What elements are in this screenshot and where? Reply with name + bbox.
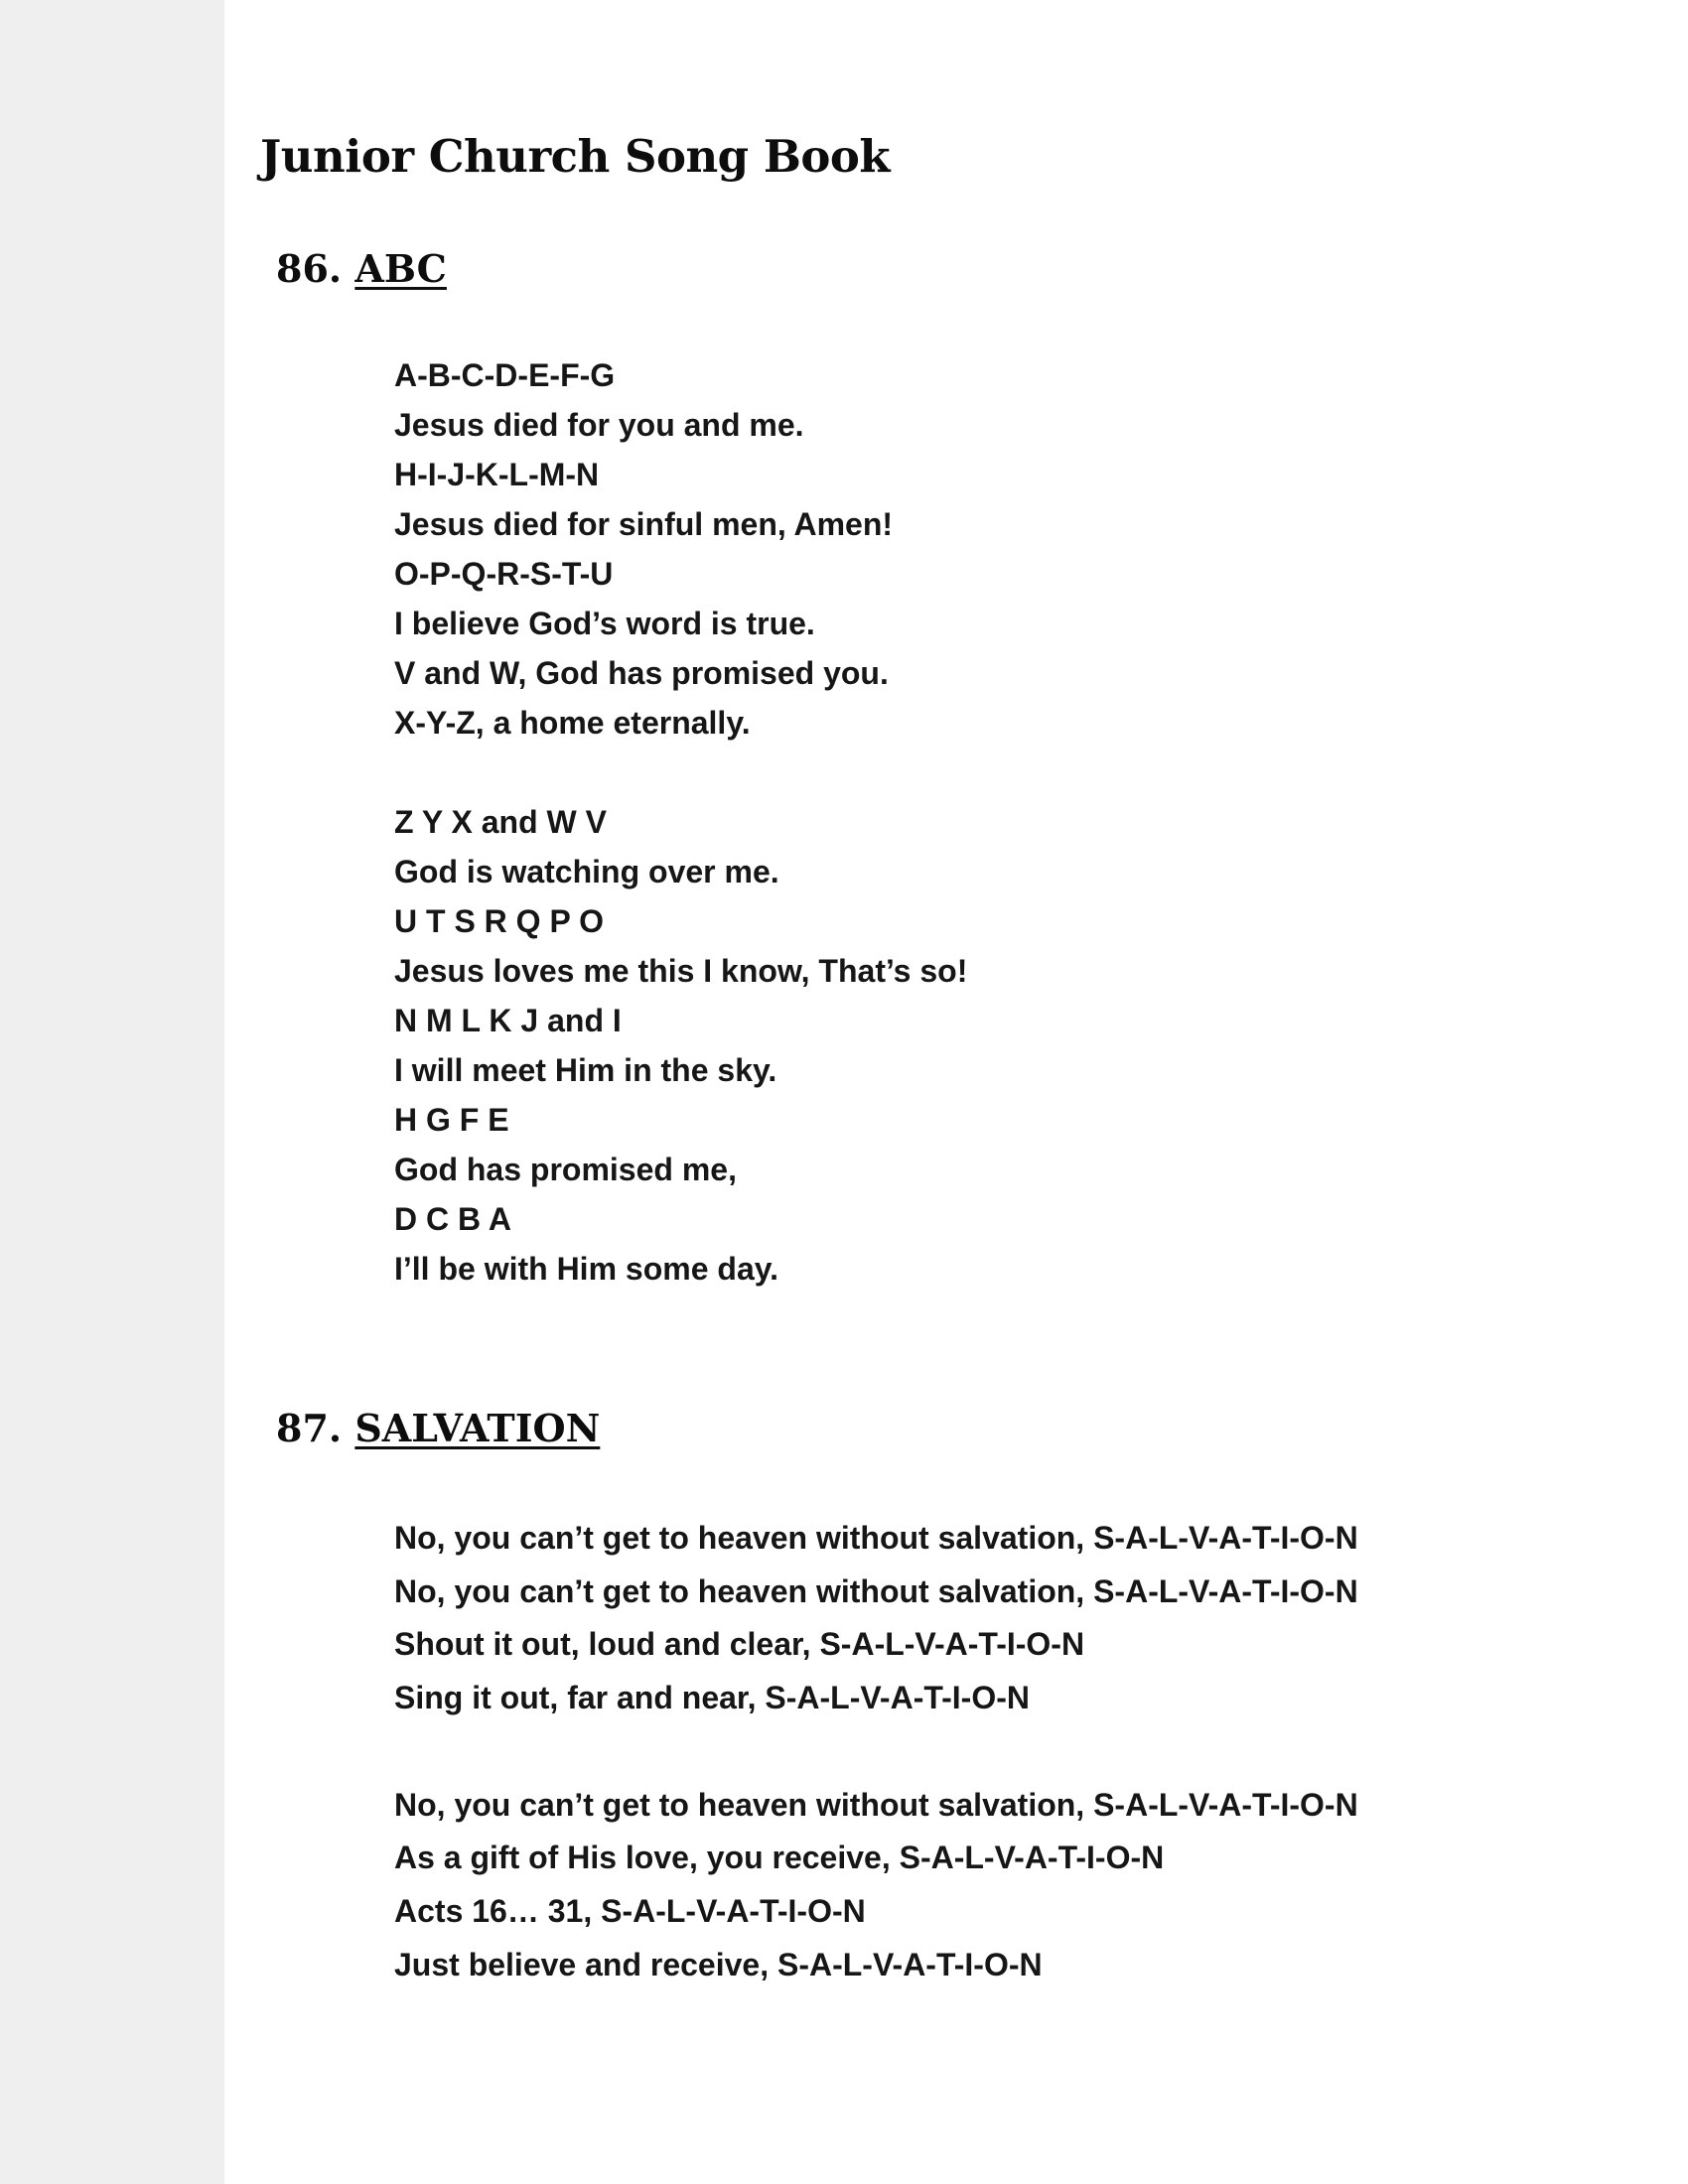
lyric-line: N M L K J and I bbox=[394, 1003, 622, 1038]
lyric-line: V and W, God has promised you. bbox=[394, 655, 889, 691]
lyric-line: I’ll be with Him some day. bbox=[394, 1251, 779, 1287]
stanza-break bbox=[394, 748, 967, 797]
lyric-line: I believe God’s word is true. bbox=[394, 606, 815, 641]
song-heading bbox=[276, 244, 447, 294]
lyric-line: H-I-J-K-L-M-N bbox=[394, 457, 600, 492]
lyric-line: Z Y X and W V bbox=[394, 804, 607, 840]
lyric-line: I will meet Him in the sky. bbox=[394, 1052, 777, 1088]
lyric-line: Just believe and receive, S-A-L-V-A-T-I-O-N bbox=[394, 1946, 1043, 1982]
lyric-line: God has promised me, bbox=[394, 1152, 737, 1187]
song-title: ABC bbox=[354, 246, 447, 291]
lyric-line: H G F E bbox=[394, 1102, 509, 1138]
lyric-line: X-Y-Z, a home eternally. bbox=[394, 705, 751, 741]
page-left-margin bbox=[0, 0, 224, 2184]
lyric-line: D C B A bbox=[394, 1201, 511, 1237]
song-title: SALVATION bbox=[354, 1406, 601, 1450]
lyric-line: No, you can’t get to heaven without salvation, S-A-L-V-A-T-I-O-N bbox=[394, 1520, 1358, 1556]
lyric-line: Sing it out, far and near, S-A-L-V-A-T-I-O-N bbox=[394, 1680, 1030, 1716]
book-title: Junior Church Song Book bbox=[260, 130, 891, 183]
song-lyrics bbox=[394, 350, 967, 1294]
lyric-line: God is watching over me. bbox=[394, 854, 779, 889]
song-number: 86. bbox=[276, 246, 343, 291]
lyric-line: O-P-Q-R-S-T-U bbox=[394, 556, 614, 592]
lyric-line: Shout it out, loud and clear, S-A-L-V-A-T-I-O-N bbox=[394, 1626, 1085, 1663]
lyric-line: No, you can’t get to heaven without salvation, S-A-L-V-A-T-I-O-N bbox=[394, 1786, 1358, 1823]
lyric-line: Jesus died for you and me. bbox=[394, 407, 804, 443]
song-number: 87. bbox=[276, 1406, 343, 1450]
song-heading bbox=[276, 1404, 600, 1453]
lyric-line: Jesus loves me this I know, That’s so! bbox=[394, 953, 968, 989]
lyric-line: As a gift of His love, you receive, S-A-L-V-A-T-I-O-N bbox=[394, 1840, 1165, 1876]
lyric-line: Jesus died for sinful men, Amen! bbox=[394, 506, 894, 542]
lyric-line: U T S R Q P O bbox=[394, 903, 604, 939]
stanza-break bbox=[394, 1725, 1358, 1779]
lyric-line: A-B-C-D-E-F-G bbox=[394, 357, 616, 393]
song-lyrics bbox=[394, 1512, 1358, 1991]
lyric-line: No, you can’t get to heaven without salvation, S-A-L-V-A-T-I-O-N bbox=[394, 1572, 1358, 1609]
lyric-line: Acts 16… 31, S-A-L-V-A-T-I-O-N bbox=[394, 1892, 866, 1929]
